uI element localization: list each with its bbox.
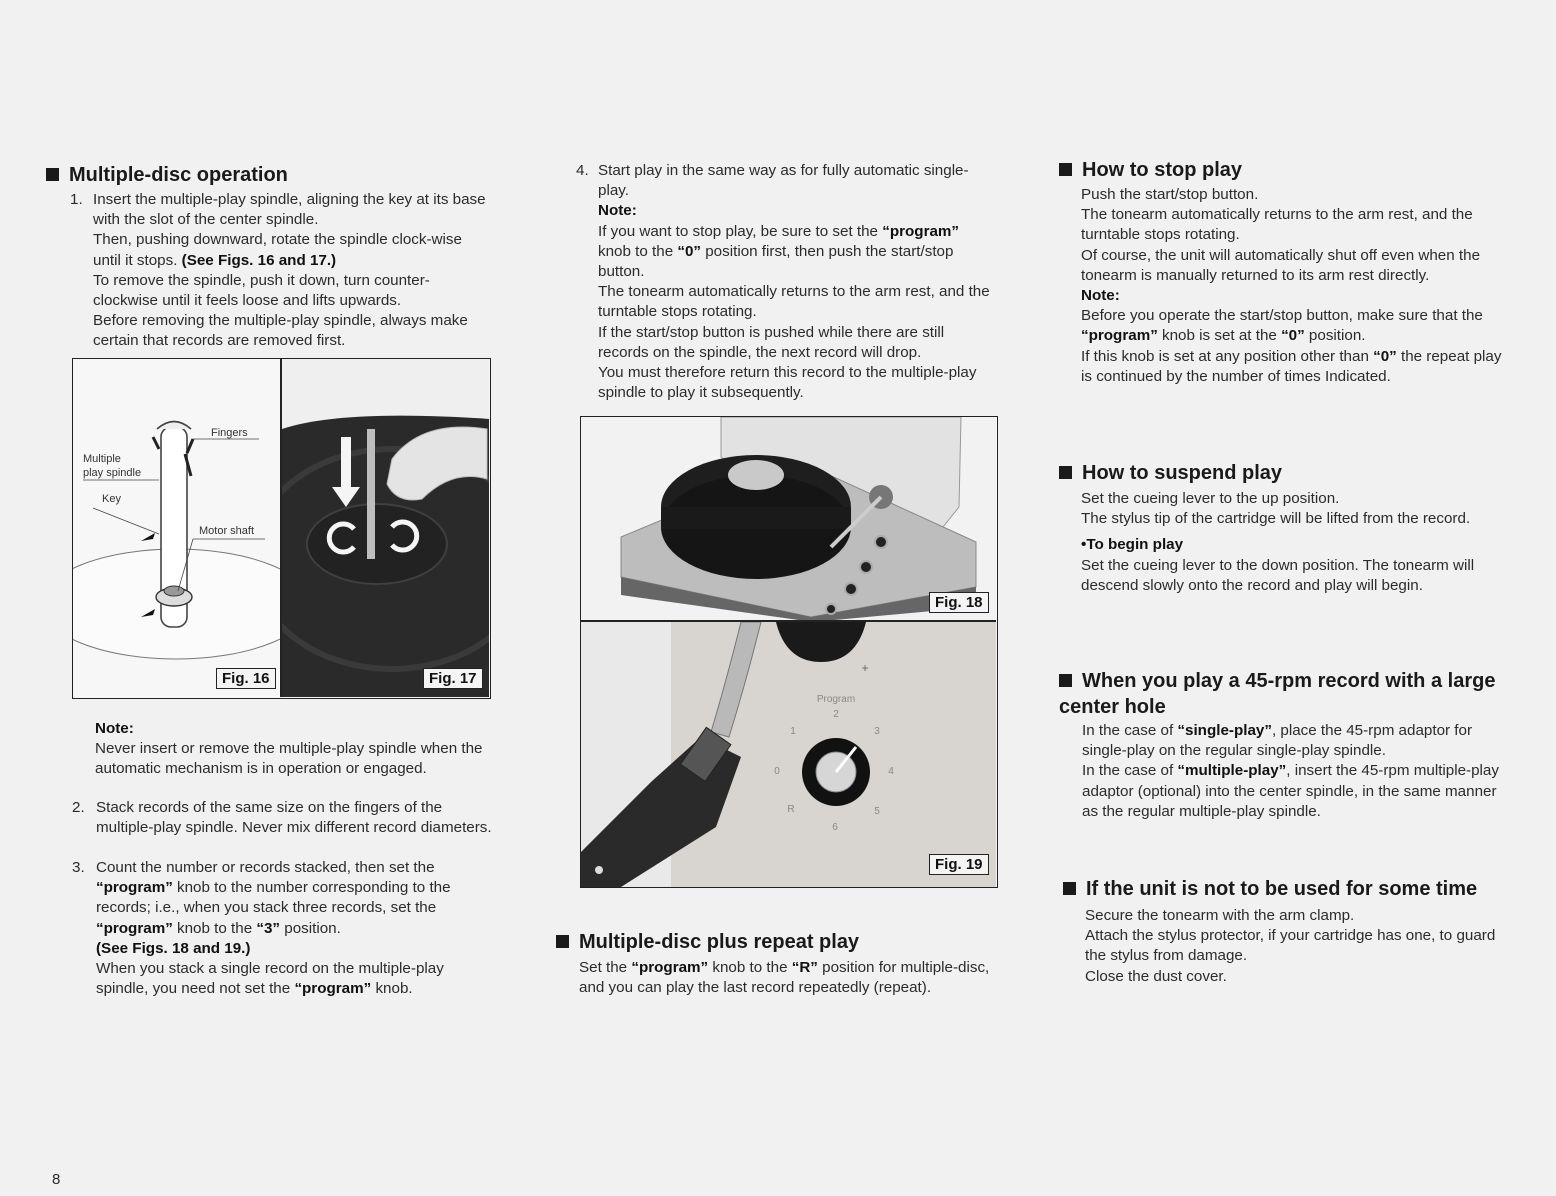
step-4-note: If you want to stop play, be sure to set the “program” knob to the “0” position first, then push the start/stop button. (598, 222, 960, 281)
suspend-text-1: Set the cueing lever to the up position. (1081, 490, 1340, 507)
unused-text-2: Attach the stylus protector, if your cartridge has one, to guard the stylus from damage. (1085, 927, 1496, 965)
stop-note-2: If this knob is set at any position other than “0” the repeat play is continued by the number of times Indicated. (1081, 347, 1502, 385)
dial-number: R (787, 804, 795, 815)
square-bullet-icon (556, 935, 569, 948)
dial-number: 5 (874, 806, 880, 817)
unused-text-3: Close the dust cover. (1085, 967, 1227, 985)
step-2-text: Stack records of the same size on the fingers of the multiple-play spindle. Never mix different record diameters. (96, 799, 492, 837)
figure-18-19-frame (580, 416, 998, 888)
unused-text-1: Secure the tonearm with the arm clamp. (1085, 907, 1355, 924)
step-1-text: Insert the multiple-play spindle, aligning the key at its base with the slot of the center spindle. (93, 191, 486, 229)
page-number: 8 (52, 1171, 61, 1188)
repeat-text: Set the “program” knob to the “R” position for multiple-disc, and you can play the last record repeatedly (repeat). (579, 959, 990, 997)
heading-how-to-suspend-play: How to suspend play (1059, 460, 1282, 486)
stop-text-3: Of course, the unit will automatically shut off even when the tonearm is manually returned to its arm rest directly. (1081, 246, 1481, 284)
step-4-text: Start play in the same way as for fully automatic single-play. (598, 162, 969, 200)
figure-19-program-dial-photo (581, 622, 996, 887)
suspend-block (1081, 489, 1503, 596)
note-text: Never insert or remove the multiple-play spindle when the automatic mechanism is in operation or engaged. (95, 740, 483, 778)
step-4 (576, 161, 996, 403)
step-3-text: Count the number or records stacked, then set the “program” knob to the number corresponding to the records; i.e., when you stack three records, set the “program” knob to the “3” position. (96, 859, 451, 937)
label-motor-shaft: Motor shaft (199, 525, 255, 537)
figure-16-spindle-diagram (73, 359, 281, 697)
step-3-see-figs: (See Figs. 18 and 19.) (96, 939, 251, 957)
note-label: Note: (95, 720, 134, 737)
dial-number: 6 (832, 822, 838, 833)
dial-number: 3 (874, 726, 880, 737)
square-bullet-icon (46, 168, 59, 181)
dial-number: 4 (888, 766, 894, 777)
step-number: 2. (72, 799, 85, 816)
step-4-returns: The tonearm automatically returns to the arm rest, and the turntable stops rotating. (598, 283, 990, 321)
stop-block (1081, 185, 1503, 387)
fig-19-tag: Fig. 19 (929, 854, 989, 875)
step-3 (72, 858, 492, 999)
square-bullet-icon (1063, 882, 1076, 895)
label-key: Key (102, 493, 121, 505)
large-hole-multiple: In the case of “multiple-play”, insert the 45-rpm multiple-play adaptor (optional) into the center spindle, in the same manner as the regular multiple-play spindle. (1082, 762, 1499, 820)
begin-play-label: •To begin play (1081, 536, 1184, 554)
fig-18-tag: Fig. 18 (929, 592, 989, 613)
figure-16-17-frame (72, 358, 491, 699)
step-4-return-record: You must therefore return this record to the multiple-play spindle to play it subsequently. (598, 364, 977, 402)
step-number: 1. (70, 191, 83, 208)
dial-number: 2 (833, 709, 839, 720)
square-bullet-icon (1059, 674, 1072, 687)
fig-16-tag: Fig. 16 (216, 668, 276, 689)
large-hole-single: In the case of “single-play”, place the 45-rpm adaptor for single-play on the regular single-play spindle. (1082, 722, 1473, 760)
step-2 (72, 798, 492, 838)
fig-17-tag: Fig. 17 (423, 668, 483, 689)
step-1-rotate: Then, pushing downward, rotate the spindle clock-wise until it stops. (See Figs. 16 and 17.) (93, 231, 462, 269)
suspend-text-3: Set the cueing lever to the down position. The tonearm will descend slowly onto the record and play will begin. (1081, 556, 1475, 594)
suspend-text-2: The stylus tip of the cartridge will be lifted from the record. (1081, 510, 1471, 528)
stop-note-1: Before you operate the start/stop button, make sure that the “program” knob is set at the “0” position. (1081, 307, 1483, 345)
step-3-single: When you stack a single record on the multiple-play spindle, you need not set the “program” knob. (96, 960, 444, 998)
large-hole-block (1082, 721, 1504, 822)
heading-not-used-for-some-time: If the unit is not to be used for some time (1063, 876, 1477, 902)
step-4-drop: If the start/stop button is pushed while there are still records on the spindle, the next record will drop. (598, 323, 945, 361)
unused-block (1085, 906, 1507, 987)
label-fingers: Fingers (211, 427, 248, 439)
label-play-spindle: play spindle (83, 467, 142, 479)
step-1-remove: To remove the spindle, push it down, turn counter-clockwise until it feels loose and lifts upwards. (93, 271, 430, 310)
heading-multiple-disc-plus-repeat-play: Multiple-disc plus repeat play (556, 929, 859, 955)
square-bullet-icon (1059, 466, 1072, 479)
stop-text-1: Push the start/stop button. (1081, 186, 1259, 203)
stop-note-label: Note: (1081, 287, 1120, 305)
label-multiple: Multiple (83, 453, 121, 465)
note-block (95, 719, 495, 780)
heading-multiple-disc-operation: Multiple-disc operation (46, 162, 288, 188)
plus-mark: + (861, 661, 869, 675)
dial-label-program: Program (816, 694, 856, 705)
dial-number: 1 (790, 726, 796, 737)
figure-17-photo (282, 359, 489, 697)
heading-how-to-stop-play: How to stop play (1059, 157, 1242, 183)
heading-45rpm-large-center-hole: When you play a 45-rpm record with a large center hole (1059, 670, 1496, 718)
square-bullet-icon (1059, 163, 1072, 176)
stop-text-2: The tonearm automatically returns to the arm rest, and the turntable stops rotating. (1081, 206, 1473, 244)
step-number: 3. (72, 859, 85, 876)
step-4-note-label: Note: (598, 202, 637, 220)
step-number: 4. (576, 162, 589, 179)
step-1-before: Before removing the multiple-play spindle, always make certain that records are removed first. (93, 312, 468, 350)
dial-number: 0 (774, 766, 780, 777)
step-1 (70, 190, 490, 352)
